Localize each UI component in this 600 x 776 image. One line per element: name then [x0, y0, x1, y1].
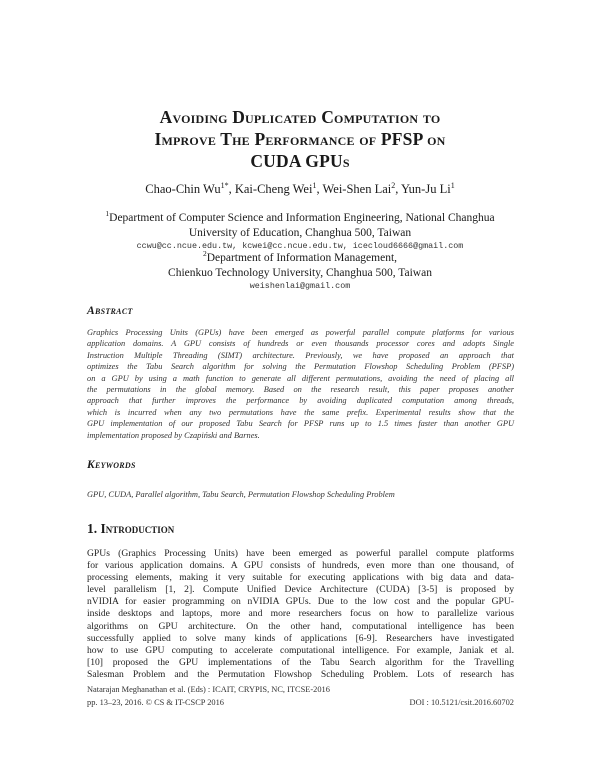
- affiliation-1-emails: ccwu@cc.ncue.edu.tw, kcwei@cc.ncue.edu.tw, icecloud6666@gmail.com: [136, 241, 464, 251]
- abstract-line: on a GPU by using a math function to generate all different permutations, avoiding the need of placing all: [87, 373, 514, 383]
- body-line: inside desktops and laptops, more and more researchers focus on how to parallelize various: [87, 608, 514, 620]
- affiliation-1-marker: 1: [105, 209, 110, 219]
- abstract-line: approach that further improves the performance by avoiding duplicated computation among threads,: [87, 396, 514, 406]
- introduction-body: [87, 548, 514, 681]
- title-line-1: Avoiding Duplicated Computation to: [159, 107, 441, 127]
- author-name: Chao-Chin Wu: [145, 182, 221, 196]
- title-line-2: Improve The Performance of PFSP on: [154, 129, 446, 149]
- author-list: Chao-Chin $Wu^{1*}$, Kai-Cheng Wei$^1$, Wei-Shen Lai$^2$, Yun-Ju Li$^1$: [145, 180, 455, 196]
- footer-doi[interactable]: DOI : 10.5121/csit.2016.60702: [409, 698, 514, 707]
- body-line: GPUs (Graphics Processing Units) have been emerged as powerful parallel compute platforms: [87, 548, 514, 559]
- body-line: Salesman Problem and the Permutation Flowshop Scheduling Problem. Lots of research has: [87, 668, 514, 680]
- abstract-heading: Abstract: [87, 305, 133, 317]
- author-name: Yun-Ju Li: [401, 182, 451, 196]
- footer-pages: pp. 13–23, 2016. © CS & IT-CSCP 2016: [87, 698, 224, 707]
- introduction-heading: 1. Introduction: [87, 521, 175, 536]
- abstract-line: the permutations in the global memory. Based on the research result, this paper proposes another: [87, 385, 514, 395]
- abstract-line: Graphics Processing Units (GPUs) have been emerged as powerful parallel compute platforms for various: [87, 328, 514, 337]
- abstract-line: GPU implementation of our proposed Tabu Search for PFSP runs up to 1.5 times faster than another GPU: [87, 419, 514, 429]
- affiliation-2-line-1: $^2$Department of Information Management,: [202, 249, 398, 264]
- body-line: level parallelism [1, 2]. Compute Unified Device Architecture (CUDA) [3-5] is proposed by: [87, 584, 514, 596]
- abstract-line: optimizes the Tabu Search algorithm for solving the Permutation Flowshop Scheduling Problem (PFSP): [87, 362, 514, 372]
- author-name: Kai-Cheng Wei: [234, 182, 313, 196]
- author-affil-marker: 2: [391, 180, 396, 190]
- affiliation-2-marker: 2: [202, 249, 207, 259]
- affiliation-1-line-2: University of Education, Changhua 500, Taiwan: [188, 227, 412, 239]
- abstract-line: Instruction Multiple Threading (SIMT) architecture. Previously, we have proposed an approach that: [87, 350, 514, 360]
- abstract-line: implementation proposed by Czapiński and Barnes.: [87, 430, 260, 440]
- body-line: nVIDIA for easier programming on nVIDIA GPUs. Due to the low cost and the popular GPU-: [87, 596, 514, 608]
- keywords-text: GPU, CUDA, Parallel algorithm, Tabu Search, Permutation Flowshop Scheduling Problem: [87, 490, 395, 499]
- body-line: processing elements, making it very suitable for executing applications with big data and data-: [87, 572, 514, 584]
- author-affil-marker: 1: [450, 180, 455, 190]
- abstract-line: application domains. A GPU consists of hundreds or even thousands processor cores and adopts Single: [87, 339, 514, 349]
- footer-editors: Natarajan Meghanathan et al. (Eds) : ICAIT, CRYPIS, NC, ITCSE-2016: [87, 685, 330, 694]
- body-line: algorithms on GPU architecture. On the other hand, computational intelligence has been: [87, 620, 514, 632]
- title-line-3: CUDA GPUs: [250, 151, 350, 171]
- body-line: successfully applied to solve many kinds of applications [6-9]. Researchers have investigated: [87, 632, 514, 644]
- author-affil-marker: 1: [312, 180, 317, 190]
- body-line: [10] proposed the GPU implementations of the Tabu Search algorithm for the Travelling: [87, 656, 514, 668]
- abstract-line: which is incurred when any two permutations have the same prefix. Experimental results show that the: [87, 407, 514, 417]
- body-line: how to use GPU computing to accelerate computational intelligence. For example, Janiak et al.: [87, 644, 514, 656]
- author-name: Wei-Shen Lai: [322, 182, 392, 196]
- keywords-heading: Keywords: [87, 459, 136, 471]
- abstract-body: [87, 327, 514, 441]
- body-line: for various application domains. A GPU consists of hundreds, even more than one thousand, of: [87, 560, 514, 572]
- author-affil-marker: 1*: [220, 180, 229, 190]
- affiliation-2-email: weishenlai@gmail.com: [249, 281, 351, 291]
- affiliation-2-line-2: Chienkuo Technology University, Changhua 500, Taiwan: [168, 267, 432, 279]
- affiliation-1-line-1: $^1$Department of Computer Science and Information Engineering, National Changhua: [105, 209, 495, 224]
- paper-title: [60, 106, 540, 172]
